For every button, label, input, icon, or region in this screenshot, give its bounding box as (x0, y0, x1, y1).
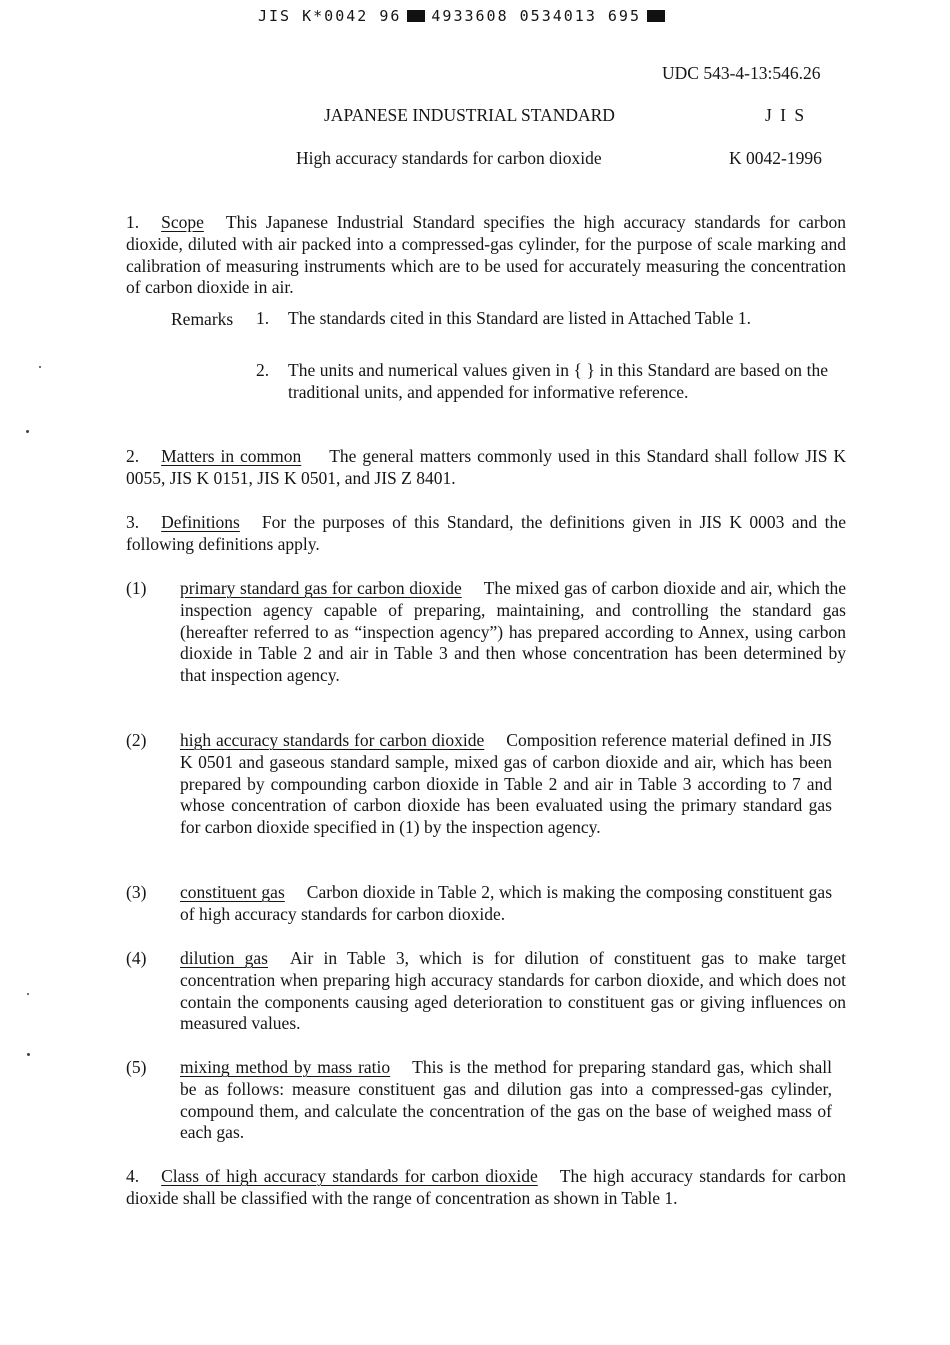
definition-text: Air in Table 3, which is for dilution of constituent gas to make target concentration when preparing high accuracy standards for carbon dioxide, and which does not contain the components causing aged deterioration to constituent gas or giving influences on measured values. (180, 948, 846, 1034)
section-class (126, 1166, 846, 1210)
section-number: 4. (126, 1166, 140, 1186)
scan-code-1: JIS K*0042 96 (258, 7, 402, 25)
remarks-label: Remarks (171, 309, 234, 329)
definition-number: (5) (126, 1057, 147, 1077)
barcode-block-icon (647, 10, 665, 22)
remark-text: The standards cited in this Standard are listed in Attached Table 1. (288, 308, 752, 328)
scan-speck (27, 1053, 30, 1056)
section-number: 1. (126, 212, 140, 232)
section-text: For the purposes of this Standard, the definitions given in JIS K 0003 and the following definitions apply. (126, 512, 846, 554)
document-title: High accuracy standards for carbon dioxide (296, 148, 602, 168)
barcode-block-icon (407, 10, 425, 22)
document-number: K 0042-1996 (729, 148, 822, 168)
section-text: This Japanese Industrial Standard specifies the high accuracy standards for carbon dioxide, diluted with air packed into a compressed-gas cylinder, for the purpose of scale marking and calibration of measuring instruments which are to be used for accurately measuring the concentration of carbon dioxide in air. (126, 212, 846, 298)
remark-number: 1. (256, 308, 270, 328)
section-heading: Matters in common (161, 446, 302, 466)
definition-number: (3) (126, 882, 147, 902)
section-heading: Definitions (161, 512, 240, 532)
scan-speck (26, 430, 29, 433)
definition-term: high accuracy standards for carbon dioxide (180, 730, 485, 750)
definition-number: (4) (126, 948, 147, 968)
jis-mark: J I S (765, 105, 807, 125)
scan-header (258, 5, 671, 27)
section-scope (126, 212, 846, 299)
section-definitions (126, 512, 846, 556)
section-heading: Class of high accuracy standards for carbon dioxide (161, 1166, 538, 1186)
section-matters-in-common (126, 446, 846, 490)
standard-org: JAPANESE INDUSTRIAL STANDARD (324, 105, 615, 125)
definition-text: Carbon dioxide in Table 2, which is making the composing constituent gas of high accuracy standards for carbon dioxide. (180, 882, 833, 924)
definition-number: (2) (126, 730, 147, 750)
definition-term: primary standard gas for carbon dioxide (180, 578, 462, 598)
section-number: 3. (126, 512, 140, 532)
definition-text: Composition reference material defined in JIS K 0501 and gaseous standard sample, mixed gas of carbon dioxide and air, which has been prepared by compounding carbon dioxide in Table 2 and air in Table 3 according to 7 and whose concentration of carbon dioxide has been evaluated using the primary standard gas for carbon dioxide specified in (1) by the inspection agency. (180, 730, 832, 838)
section-heading: Scope (161, 212, 204, 232)
section-number: 2. (126, 446, 140, 466)
scan-speck (39, 366, 41, 368)
udc-number: UDC 543-4-13:546.26 (662, 63, 821, 83)
definition-text: The mixed gas of carbon dioxide and air, which the inspection agency capable of preparing, maintaining, and controlling the standard gas (hereafter referred to as “inspection agency”) has prepared according to Annex, using carbon dioxide in Table 2 and air in Table 3 and then whose concentration has been determined by that inspection agency. (180, 578, 846, 686)
definition-number: (1) (126, 578, 147, 598)
definition-term: dilution gas (180, 948, 268, 968)
scan-speck (27, 993, 29, 995)
remark-number: 2. (256, 360, 270, 380)
definition-term: constituent gas (180, 882, 285, 902)
section-text: The high accuracy standards for carbon dioxide shall be classified with the range of concentration as shown in Table 1. (126, 1166, 846, 1208)
section-text: The general matters commonly used in this Standard shall follow JIS K 0055, JIS K 0151, JIS K 0501, and JIS Z 8401. (126, 446, 846, 488)
definition-text: This is the method for preparing standard gas, which shall be as follows: measure constituent gas and dilution gas into a compressed-gas cylinder, compound them, and calculate the concentration of the gas on the base of weighed mass of each gas. (180, 1057, 832, 1143)
remark-text: The units and numerical values given in { } in this Standard are based on the traditional units, and appended for informative reference. (288, 360, 828, 402)
scan-code-2: 4933608 0534013 695 (431, 7, 641, 25)
definition-term: mixing method by mass ratio (180, 1057, 391, 1077)
